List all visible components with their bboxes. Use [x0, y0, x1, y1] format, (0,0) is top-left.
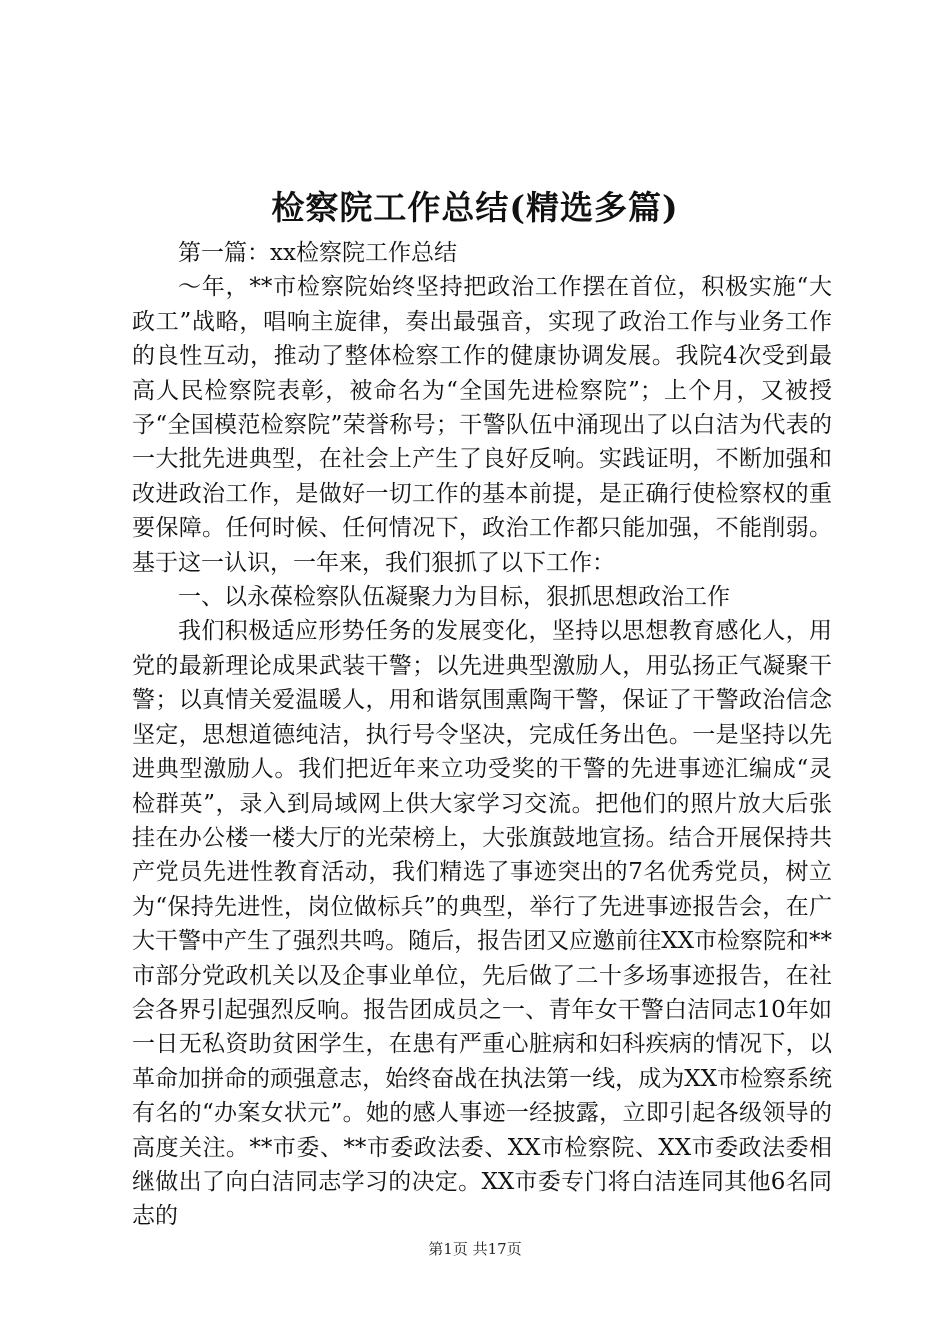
- document-title: 检察院工作总结(精选多篇): [271, 188, 679, 227]
- paragraph: ～年，**市检察院始终坚持把政治工作摆在首位，积极实施“大政工”战略，唱响主旋律，奏出最强音，实现了政治工作与业务工作的良性互动，推动了整体检察工作的健康协调发展。我院4次受到最高人民检察院表彰，被命名为“全国先进检察院”；上个月，又被授予“全国模范检察院”荣誉称号；干警队伍中涌现出了以白洁为代表的一大批先进典型，在社会上产生了良好反响。实践证明，不断加强和改进政治工作，是做好一切工作的基本前提，是正确行使检察权的重要保障。任何时候、任何情况下，政治工作都只能加强，不能削弱。基于这一认识，一年来，我们狠抓了以下工作：: [132, 274, 832, 576]
- section-heading: 第一篇：xx检察院工作总结: [178, 240, 457, 266]
- paragraph: 我们积极适应形势任务的发展变化，坚持以思想教育感化人，用党的最新理论成果武装干警；以先进典型激励人，用弘扬正气凝聚干警；以真情关爱温暖人，用和谐氛围熏陶干警，保证了干警政治信念坚定，思想道德纯洁，执行号令坚决，完成任务出色。一是坚持以先进典型激励人。我们把近年来立功受奖的干警的先进事迹汇编成“灵检群英”，录入到局域网上供大家学习交流。把他们的照片放大后张挂在办公楼一楼大厅的光荣榜上，大张旗鼓地宣扬。结合开展保持共产党员先进性教育活动，我们精选了事迹突出的7名优秀党员，树立为“保持先进性，岗位做标兵”的典型，举行了先进事迹报告会，在广大干警中产生了强烈共鸣。随后，报告团又应邀前往XX市检察院和**市部分党政机关以及企事业单位，先后做了二十多场事迹报告，在社会各界引起强烈反响。报告团成员之一、青年女干警白洁同志10年如一日无私资助贫困学生，在患有严重心脏病和妇科疾病的情况下，以革命加拼命的顽强意志，始终奋战在执法第一线，成为XX市检察系统有名的“办案女状元”。她的感人事迹一经披露，立即引起各级领导的高度关注。**市委、**市委政法委、XX市检察院、XX市委政法委相继做出了向白洁同志学习的决定。XX市委专门将白洁连同其他6名同志的: [132, 618, 832, 1230]
- subsection-heading: 一、以永葆检察队伍凝聚力为目标，狠抓思想政治工作: [178, 584, 730, 611]
- document-body: [132, 236, 832, 1234]
- page-footer: 第1页 共17页: [428, 1240, 522, 1258]
